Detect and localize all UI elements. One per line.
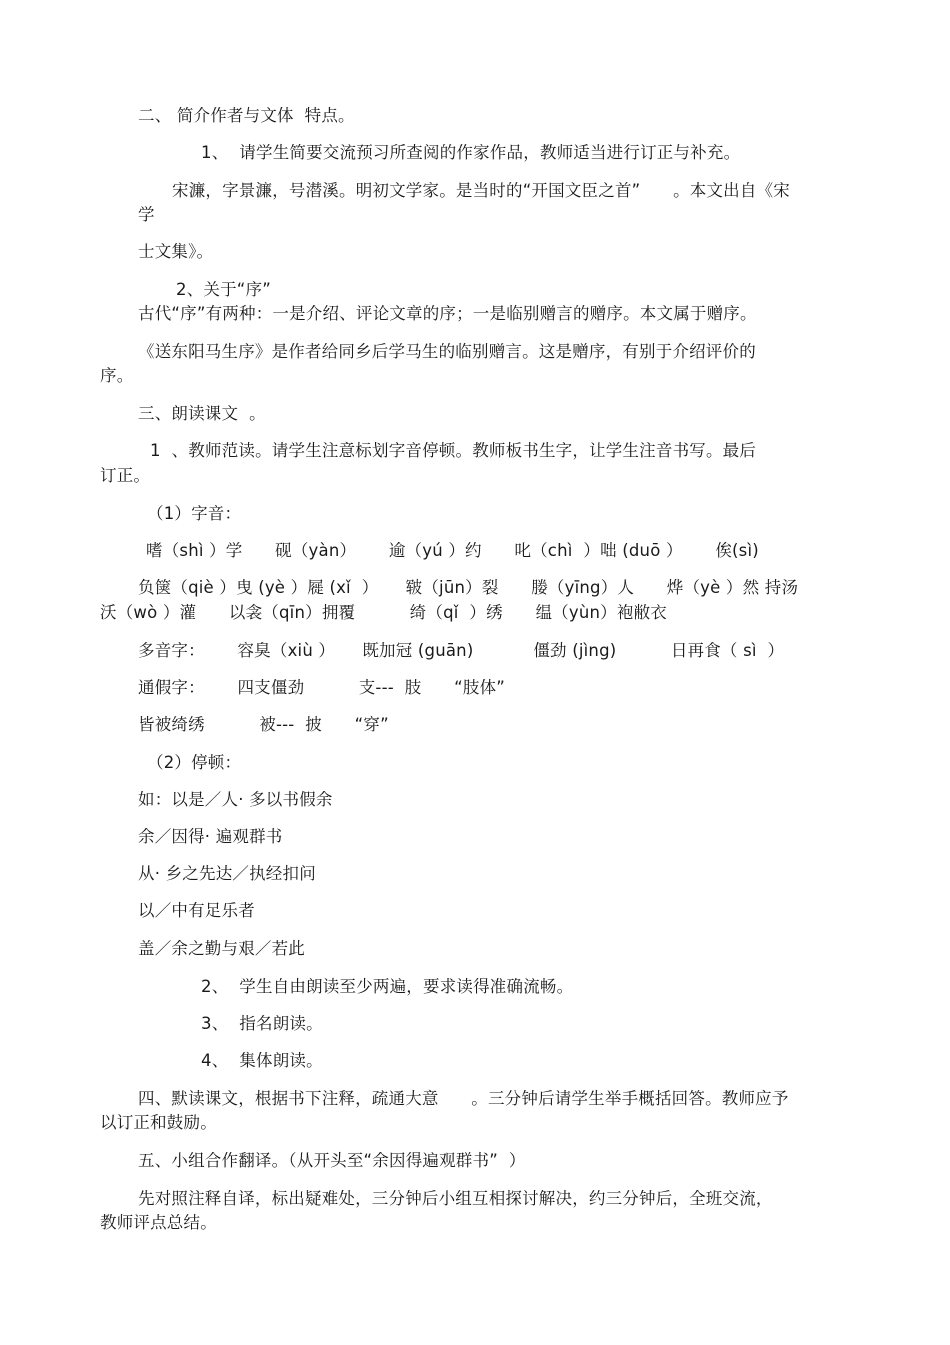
section-5-heading: 五、小组合作翻译。（从开头至“余因得遍观群书” ） (138, 1151, 526, 1170)
item-2-2: 2、关于“序” (176, 280, 271, 299)
pause-example-1: 如：以是／人· 多以书假余 (138, 790, 333, 809)
author-intro-end: 士文集》。 (138, 242, 214, 261)
pronunciation-heading: （1）字音： (147, 504, 242, 523)
pause-heading: （2）停顿： (147, 753, 242, 772)
polyphonic-row: 多音字： 容臭（xiù ） 既加冠 (guān) 僵劲 (jìng) 日再食（ sì ） (138, 641, 785, 660)
pause-example-2: 余／因得· 遍观群书 (138, 827, 283, 846)
variant-char-row-1: 通假字： 四支僵劲 支--- 肢 “肢体” (138, 678, 506, 697)
section-2-heading: 二、 简介作者与文体 特点。 (138, 106, 355, 125)
item-2-1: 1、 请学生简要交流预习所查阅的作家作品，教师适当进行订正与补充。 (201, 143, 741, 162)
section-5-body: 先对照注释自译，标出疑难处，三分钟后小组互相探讨解决，约三分钟后，全班交流， (138, 1189, 773, 1208)
preface-desc-end: 序。 (100, 366, 134, 385)
item-3-1-end: 订正。 (100, 466, 151, 485)
pause-example-4: 以／中有足乐者 (138, 901, 255, 920)
section-4-cont: 以订正和鼓励。 (100, 1113, 217, 1132)
section-4-heading: 四、默读课文，根据书下注释，疏通大意 。三分钟后请学生举手概括回答。教师应予 (138, 1089, 789, 1108)
author-intro: 宋濂，字景濂，号潜溪。明初文学家。是当时的“开国文臣之首” 。本文出自《宋 (172, 181, 790, 200)
item-3-4: 4、 集体朗读。 (201, 1051, 323, 1070)
item-3-2: 2、 学生自由朗读至少两遍，要求读得准确流畅。 (201, 977, 574, 996)
pronunciation-row-2: 负箧（qiè ）曳 (yè ）屣 (xǐ ） 皲（jūn）裂 媵（yīng）人 烨（yè ）然 持汤 (138, 578, 799, 597)
section-5-body-end: 教师评点总结。 (100, 1213, 217, 1232)
pronunciation-row-3: 沃（wò ）灌 以衾（qīn）拥覆 绮（qǐ ）绣 缊（yùn）袍敝衣 (100, 603, 667, 622)
item-3-3: 3、 指名朗读。 (201, 1014, 323, 1033)
pause-example-3: 从· 乡之先达／执经扣问 (138, 864, 316, 883)
preface-types: 古代“序”有两种：一是介绍、评论文章的序；一是临别赠言的赠序。本文属于赠序。 (138, 304, 757, 323)
section-3-heading: 三、朗读课文 。 (138, 404, 266, 423)
author-intro-cont: 学 (138, 205, 155, 224)
pause-example-5: 盖／余之勤与艰／若此 (138, 939, 305, 958)
variant-char-row-2: 皆被绮绣 被--- 披 “穿” (138, 715, 389, 734)
item-3-1: 1 、教师范读。请学生注意标划字音停顿。教师板书生字，让学生注音书写。最后 (150, 441, 757, 460)
pronunciation-row-1: 嗜（shì ）学 砚（yàn） 逾（yú ）约 叱（chì ）咄 (duō ） 俟(sì) (146, 541, 759, 560)
preface-desc: 《送东阳马生序》是作者给同乡后学马生的临别赠言。这是赠序，有别于介绍评价的 (138, 342, 756, 361)
